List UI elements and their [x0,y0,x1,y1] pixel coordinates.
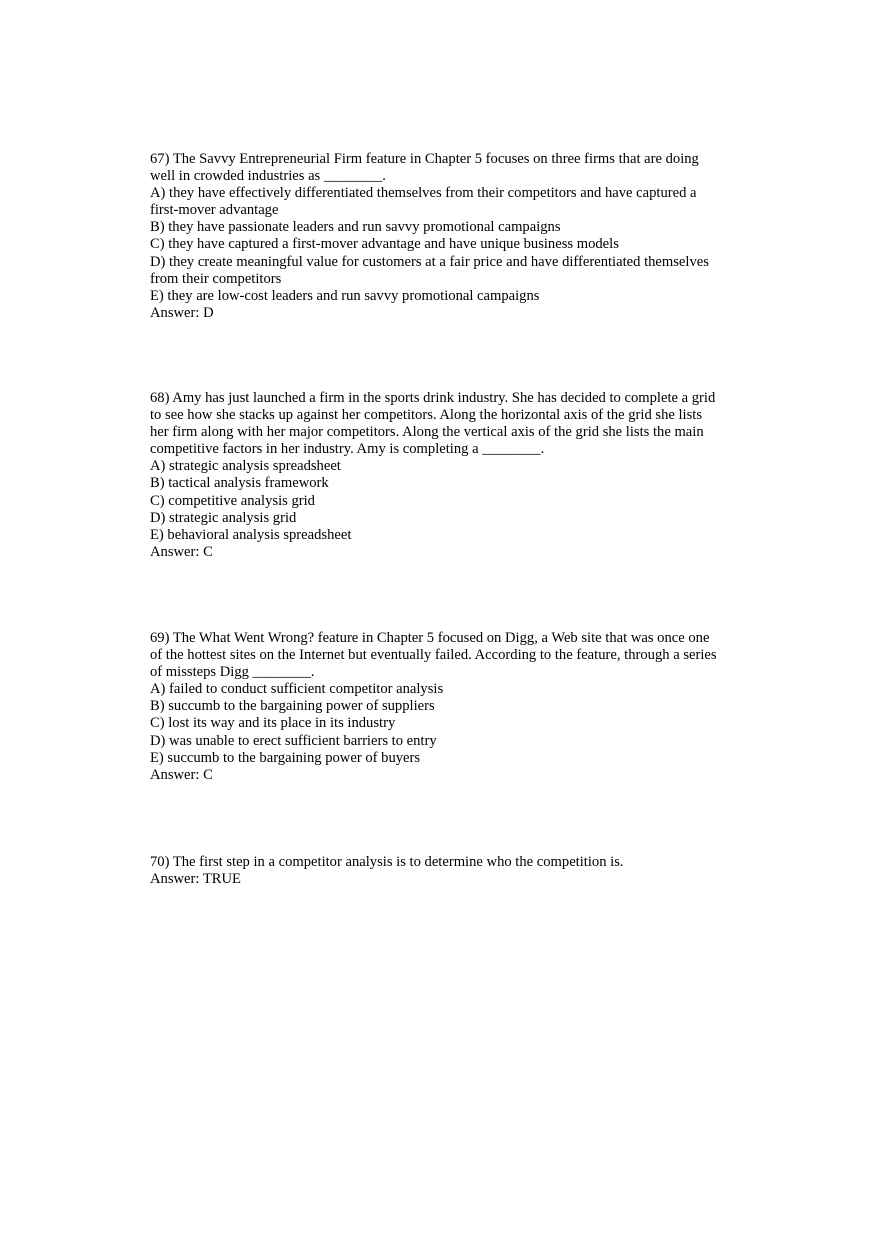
question-stem-line: 68) Amy has just launched a firm in the sports drink industry. She has decided to complete a grid [150,390,716,406]
question-68 [150,390,750,561]
option-e: E) they are low-cost leaders and run savvy promotional campaigns [150,287,540,304]
option-b: B) tactical analysis framework [150,475,329,492]
question-70 [150,854,750,888]
option-e: E) succumb to the bargaining power of buyers [150,749,421,766]
option-c: C) competitive analysis grid [150,492,315,509]
question-stem-line: her firm along with her major competitors. Along the vertical axis of the grid she lists the main [150,424,704,441]
question-stem-line: 69) The What Went Wrong? feature in Chapter 5 focused on Digg, a Web site that was once one [150,630,710,646]
question-stem-line: of the hottest sites on the Internet but eventually failed. According to the feature, through a series [150,647,717,664]
option-b: B) they have passionate leaders and run savvy promotional campaigns [150,219,561,236]
answer: Answer: C [150,543,213,560]
option-d: D) was unable to erect sufficient barriers to entry [150,732,437,749]
option-b: B) succumb to the bargaining power of suppliers [150,698,435,715]
question-67 [150,151,750,322]
question-stem-line: of missteps Digg ________. [150,664,315,681]
option-a: A) strategic analysis spreadsheet [150,458,341,475]
answer: Answer: TRUE [150,871,241,888]
option-a: A) they have effectively differentiated themselves from their competitors and have captured a [150,185,697,202]
answer: Answer: D [150,304,214,321]
option-c: C) lost its way and its place in its industry [150,715,396,732]
question-stem-line: well in crowded industries as ________. [150,168,386,185]
question-stem-line: to see how she stacks up against her competitors. Along the horizontal axis of the grid she lists [150,407,703,424]
option-c: C) they have captured a first-mover advantage and have unique business models [150,236,619,253]
option-d: D) strategic analysis grid [150,509,297,526]
option-d-continued: from their competitors [150,270,282,287]
option-e: E) behavioral analysis spreadsheet [150,526,352,543]
option-a: A) failed to conduct sufficient competitor analysis [150,681,444,698]
question-stem-line: 67) The Savvy Entrepreneurial Firm feature in Chapter 5 focuses on three firms that are doing [150,151,699,167]
question-stem-line: 70) The first step in a competitor analysis is to determine who the competition is. [150,854,624,870]
question-69 [150,630,750,784]
question-stem-line: competitive factors in her industry. Amy is completing a ________. [150,441,545,458]
answer: Answer: C [150,766,213,783]
option-a-continued: first-mover advantage [150,202,279,219]
option-d: D) they create meaningful value for customers at a fair price and have differentiated themselves [150,253,709,270]
